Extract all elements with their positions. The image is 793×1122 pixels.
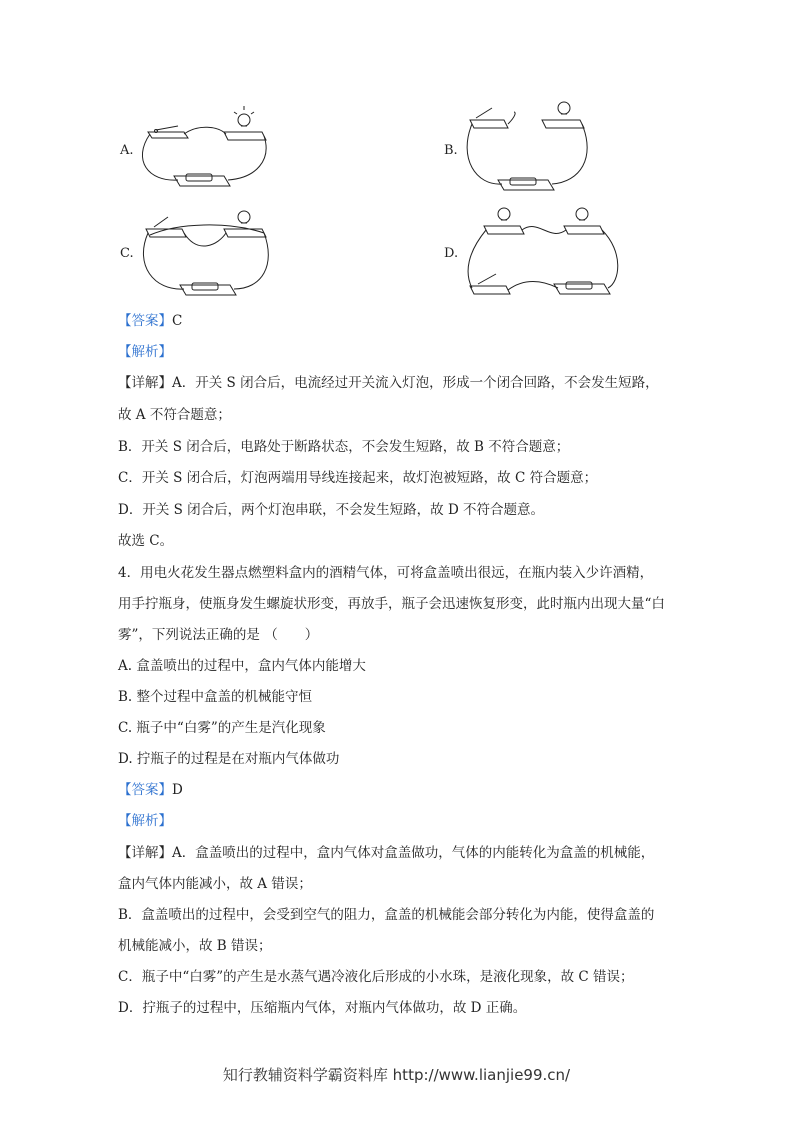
detail-tag: 【详解】: [118, 375, 172, 391]
q4-option-c: C. 瓶子中“白雾”的产生是汽化现象: [118, 720, 326, 736]
answer-value: D: [172, 782, 183, 798]
q3-detail-line: 故 A 不符合题意；: [118, 407, 231, 423]
q4-detail-line: D．拧瓶子的过程中，压缩瓶内气体，对瓶内气体做功，故 D 正确。: [118, 1000, 527, 1016]
q4-stem-line: 用手拧瓶身，使瓶身发生螺旋状形变，再放手，瓶子会迅速恢复形变，此时瓶内出现大量“白: [118, 596, 665, 612]
q3-detail-line: B．开关 S 闭合后，电路处于断路状态，不会发生短路，故 B 不符合题意；: [118, 439, 570, 455]
figure-c-label: C.: [120, 246, 134, 261]
figure-d-label: D.: [444, 246, 459, 261]
answer-value: C: [172, 313, 183, 329]
q4-analysis-tag: [118, 811, 172, 831]
circuit-figure-b: [462, 98, 597, 198]
q4-detail-line: 机械能减小，故 B 错误；: [118, 938, 272, 954]
figure-b-label: B.: [444, 143, 458, 158]
q4-stem-line: 4．用电火花发生器点燃塑料盒内的酒精气体，可将盒盖喷出很远，在瓶内装入少许酒精，: [118, 565, 654, 581]
detail-tag: 【详解】: [118, 845, 172, 861]
detail-text: A．开关 S 闭合后，电流经过开关流入灯泡，形成一个闭合回路，不会发生短路，: [172, 375, 659, 391]
q4-detail-line: 盒内气体内能减小，故 A 错误；: [118, 876, 312, 892]
q4-detail-line: B．盒盖喷出的过程中，会受到空气的阻力，盒盖的机械能会部分转化为内能，使得盒盖的: [118, 907, 655, 923]
footer-watermark: 知行教辅资料学霸资料库 http://www.lianjie99.cn/: [222, 1066, 571, 1084]
q3-answer: [118, 311, 182, 331]
analysis-tag: 【解析】: [118, 344, 172, 360]
q4-detail-line: C．瓶子中“白雾”的产生是水蒸气遇冷液化后形成的小水珠，是液化现象，故 C 错误；: [118, 969, 634, 985]
q4-answer: [118, 780, 183, 800]
q4-option-d: D. 拧瓶子的过程是在对瓶内气体做功: [118, 751, 340, 767]
q3-analysis-tag: [118, 342, 172, 362]
q4-stem-line: 雾”，下列说法正确的是 （ ）: [118, 627, 319, 643]
q4-detail-line: [118, 843, 654, 863]
circuit-figure-a: [138, 100, 273, 200]
q3-conclusion: 故选 C。: [118, 533, 174, 549]
figure-a-label: A.: [120, 143, 134, 158]
circuit-figure-c: [138, 205, 278, 305]
answer-tag: 【答案】: [118, 313, 172, 329]
q4-option-b: B. 整个过程中盒盖的机械能守恒: [118, 689, 313, 705]
q3-detail-line: [118, 373, 659, 393]
q3-detail-line: C．开关 S 闭合后，灯泡两端用导线连接起来，故灯泡被短路，故 C 符合题意；: [118, 470, 598, 486]
q3-detail-line: D．开关 S 闭合后，两个灯泡串联，不会发生短路，故 D 不符合题意。: [118, 502, 545, 518]
analysis-tag: 【解析】: [118, 813, 172, 829]
answer-tag: 【答案】: [118, 782, 172, 798]
detail-text: A．盒盖喷出的过程中，盒内气体对盒盖做功，气体的内能转化为盒盖的机械能，: [172, 845, 655, 861]
circuit-figure-d: [460, 202, 630, 302]
q4-option-a: A. 盒盖喷出的过程中，盒内气体内能增大: [118, 658, 366, 674]
